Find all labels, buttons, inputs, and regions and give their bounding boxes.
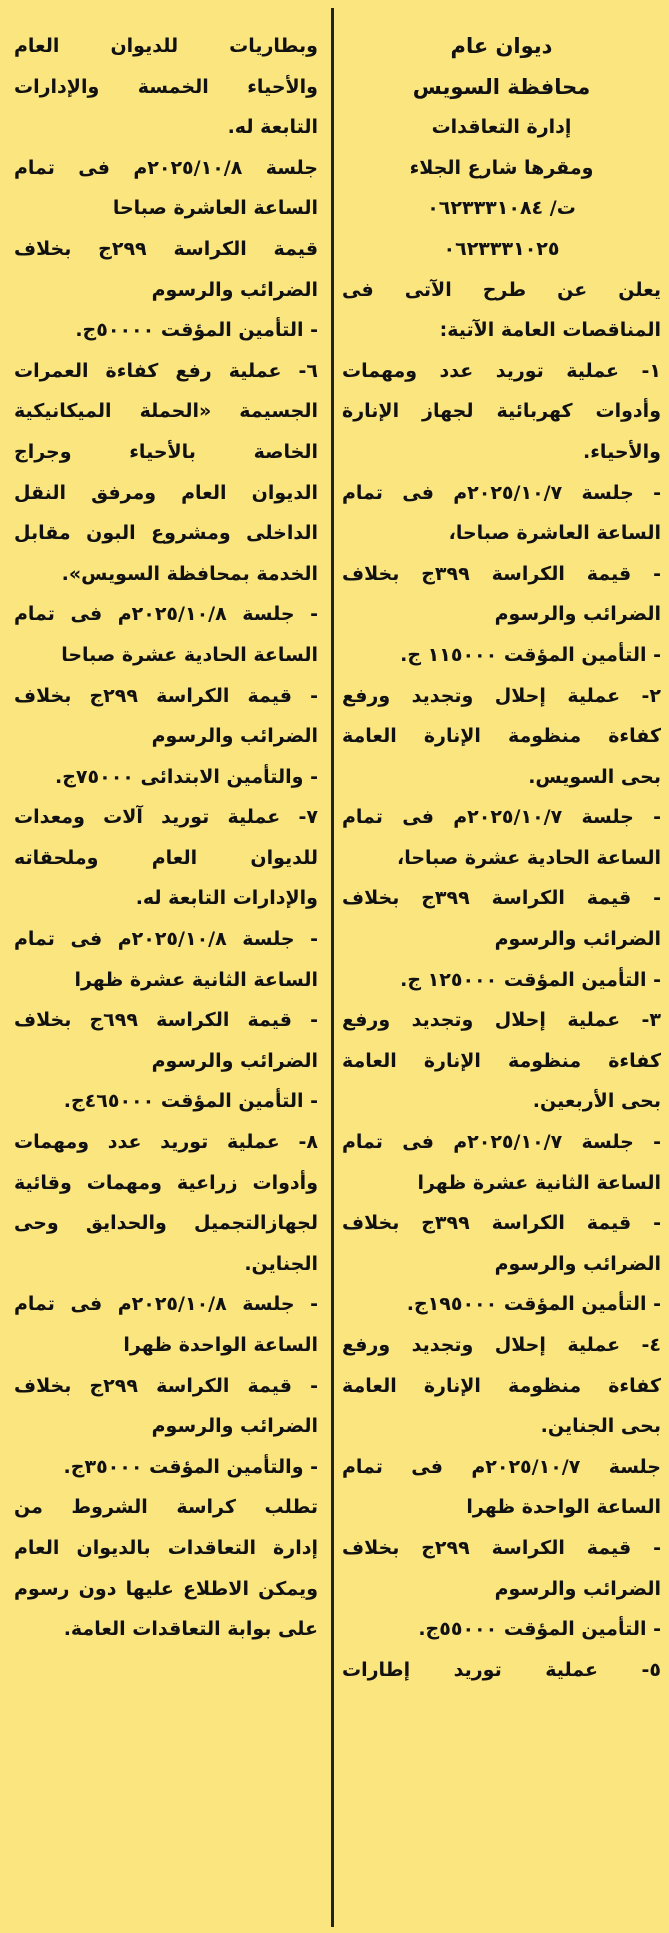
column-divider [331, 8, 334, 1927]
left-column-line: ويمكن الاطلاع عليها دون رسوم [14, 1577, 318, 1600]
left-column-line: - والتأمين الابتدائى ٧٥٠٠٠ج. [55, 765, 318, 788]
right-column-line: ١- عملية توريد عدد ومهمات [342, 359, 661, 382]
left-column-line: للديوان العام وملحقاته [14, 846, 318, 869]
left-column-line: الساعة الثانية عشرة ظهرا [74, 968, 318, 991]
right-column-line: الضرائب والرسوم [494, 928, 661, 951]
left-column-line: التابعة له. [227, 116, 318, 139]
right-column-line: - قيمة الكراسة ٣٩٩ج بخلاف [342, 887, 661, 910]
right-column-line: إدارة التعاقدات [431, 116, 572, 139]
left-column-line: والأحياء الخمسة والإدارات [14, 75, 318, 98]
left-column-line: - قيمة الكراسة ٢٩٩ج بخلاف [14, 684, 318, 707]
left-column-line: الديوان العام ومرفق النقل [14, 481, 318, 504]
right-column-line: ٤- عملية إحلال وتجديد ورفع [342, 1334, 661, 1356]
left-column-line: قيمة الكراسة ٢٩٩ج بخلاف [14, 237, 318, 260]
right-column-line: جلسة ٢٠٢٥/١٠/٧م فى تمام [342, 1455, 661, 1478]
right-column-line: المناقصات العامة الآتية: [439, 319, 661, 342]
left-column-line: - جلسة ٢٠٢٥/١٠/٨م فى تمام [14, 603, 318, 626]
left-column-line: جلسة ٢٠٢٥/١٠/٨م فى تمام [14, 156, 318, 179]
left-column-line: الضرائب والرسوم [151, 278, 318, 301]
right-column-line: كفاءة منظومة الإنارة العامة [342, 1049, 661, 1072]
right-column-line: الساعة الثانية عشرة ظهرا [417, 1171, 661, 1194]
right-column [332, 0, 669, 1690]
left-column-line: الداخلى ومشروع البون مقابل [14, 522, 318, 545]
right-column-line: والأحياء. [583, 440, 661, 463]
right-column-line: ٢- عملية إحلال وتجديد ورفع [342, 684, 661, 707]
left-column-line: ٨- عملية توريد عدد ومهمات [14, 1131, 318, 1154]
left-column-line: - التأمين المؤقت ٥٠٠٠٠ج. [75, 319, 318, 342]
right-column-line: الساعة العاشرة صباحا، [448, 522, 661, 545]
left-column-line: - جلسة ٢٠٢٥/١٠/٨م فى تمام [14, 928, 318, 951]
left-column-line: الساعة العاشرة صباحا [112, 197, 318, 220]
left-column-line: والإدارات التابعة له. [135, 887, 318, 910]
left-column-line: الضرائب والرسوم [151, 1415, 318, 1438]
left-column-line: الساعة الواحدة ظهرا [123, 1334, 318, 1356]
left-column-line: - والتأمين المؤقت ٣٥٠٠٠ج. [63, 1455, 318, 1478]
right-column-line: ٥- عملية توريد إطارات [342, 1658, 661, 1681]
right-column-line: - التأمين المؤقت ١٩٥٠٠٠ج. [406, 1293, 661, 1316]
right-column-line: - التأمين المؤقت ٥٥٠٠٠ج. [418, 1618, 661, 1641]
right-column-line: - جلسة ٢٠٢٥/١٠/٧م فى تمام [342, 1131, 661, 1154]
left-column-line: الضرائب والرسوم [151, 1049, 318, 1072]
right-column-line: الضرائب والرسوم [494, 603, 661, 626]
right-column-line: - التأمين المؤقت ١٢٥٠٠٠ ج. [400, 968, 661, 991]
left-column-line: تطلب كراسة الشروط من [14, 1496, 318, 1519]
right-column-line: - جلسة ٢٠٢٥/١٠/٧م فى تمام [342, 806, 661, 829]
right-column-line: الساعة الحادية عشرة صباحا، [397, 846, 661, 869]
left-column-line: ٦- عملية رفع كفاءة العمرات [14, 359, 318, 382]
left-column-line: وبطاريات للديوان العام [14, 35, 318, 57]
right-column-line: - قيمة الكراسة ٢٩٩ج بخلاف [342, 1536, 661, 1559]
left-column-line: الخدمة بمحافظة السويس». [61, 562, 318, 585]
right-column-line: يعلن عن طرح الآتى فى [342, 278, 661, 301]
right-column-line: - قيمة الكراسة ٣٩٩ج بخلاف [342, 562, 661, 585]
right-column-line: ت/ ٠٦٢٣٣٣١٠٨٤ [427, 197, 576, 220]
right-column-line: بحى الجناين. [540, 1415, 661, 1438]
left-column-line: - قيمة الكراسة ٢٩٩ج بخلاف [14, 1374, 318, 1397]
left-column-line: الجناين. [244, 1252, 318, 1275]
right-column-line: ٠٦٢٣٣٣١٠٢٥ [443, 237, 560, 260]
right-column-line: كفاءة منظومة الإنارة العامة [342, 1374, 661, 1397]
left-column-line: ٧- عملية توريد آلات ومعدات [14, 806, 318, 829]
left-column-line: الجسيمة «الحملة الميكانيكية [14, 400, 318, 423]
right-column-line: كفاءة منظومة الإنارة العامة [342, 725, 661, 748]
left-column-line: الضرائب والرسوم [151, 725, 318, 748]
right-column-line: بحى الأربعين. [532, 1090, 661, 1113]
right-column-line: محافظة السويس [412, 74, 591, 99]
left-column-line: - جلسة ٢٠٢٥/١٠/٨م فى تمام [14, 1293, 318, 1316]
right-column-line: - جلسة ٢٠٢٥/١٠/٧م فى تمام [342, 481, 661, 504]
right-column-line: الساعة الواحدة ظهرا [466, 1496, 661, 1519]
left-column-line: - التأمين المؤقت ٤٦٥٠٠٠ج. [63, 1090, 318, 1113]
right-column-line: وأدوات كهربائية لجهاز الإنارة [342, 400, 661, 423]
left-column [0, 0, 330, 1650]
left-column-line: الخاصة بالأحياء وجراج [14, 440, 318, 463]
left-column-line: إدارة التعاقدات بالديوان العام [14, 1536, 318, 1559]
left-column-line: على بوابة التعاقدات العامة. [63, 1618, 318, 1641]
right-column-line: الضرائب والرسوم [494, 1252, 661, 1275]
right-column-line: ديوان عام [450, 34, 553, 58]
right-column-line: ومقرها شارع الجلاء [409, 156, 594, 179]
right-column-line: - قيمة الكراسة ٣٩٩ج بخلاف [342, 1212, 661, 1235]
left-column-line: وأدوات زراعية ومهمات وقائية [14, 1171, 318, 1194]
right-column-line: - التأمين المؤقت ١١٥٠٠٠ ج. [400, 643, 661, 666]
left-column-line: - قيمة الكراسة ٦٩٩ج بخلاف [14, 1009, 318, 1032]
right-column-line: ٣- عملية إحلال وتجديد ورفع [342, 1009, 661, 1032]
left-column-line: لجهازالتجميل والحدايق وحى [14, 1212, 318, 1235]
left-column-line: الساعة الحادية عشرة صباحا [61, 643, 318, 666]
right-column-line: الضرائب والرسوم [494, 1577, 661, 1600]
right-column-line: بحى السويس. [528, 765, 661, 788]
